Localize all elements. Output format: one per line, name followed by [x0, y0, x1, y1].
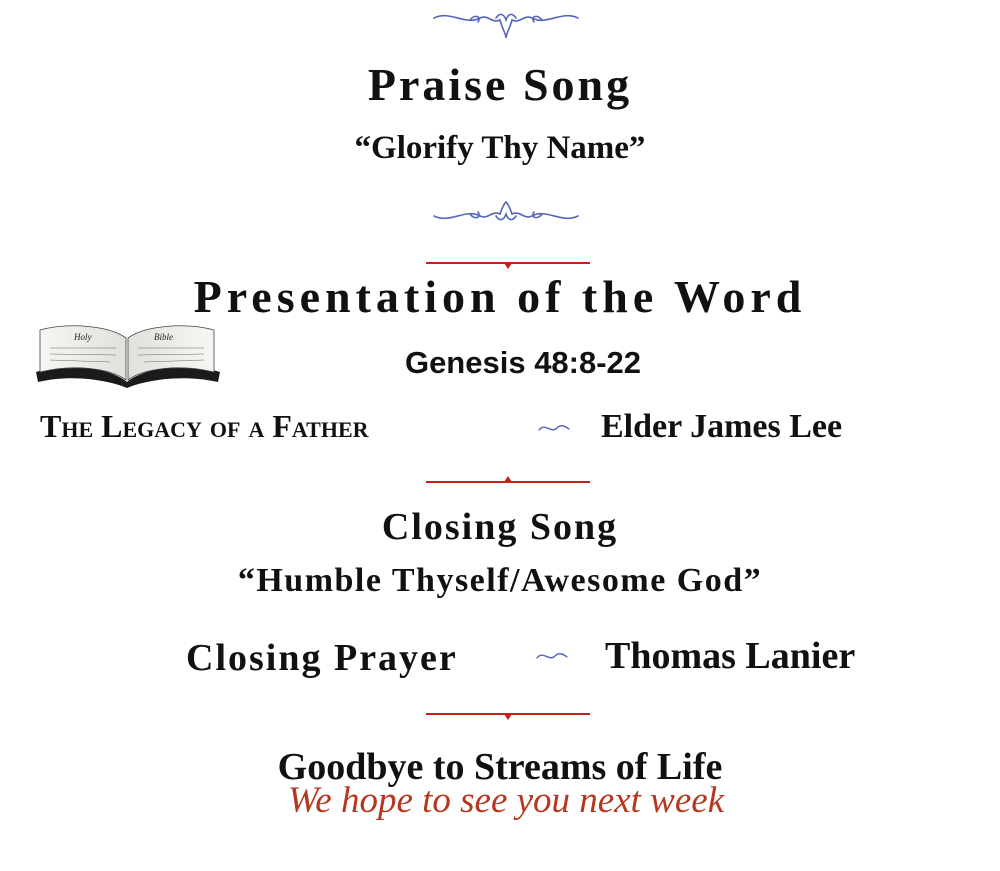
- praise-song-heading: Praise Song: [367, 59, 633, 110]
- closing-prayer-heading: Closing Prayer: [186, 637, 458, 679]
- section-divider: [426, 474, 590, 486]
- scripture-reference: Genesis 48:8-22: [404, 345, 642, 380]
- tilde-separator-icon: [537, 420, 571, 436]
- bible-left-heading: Holy: [74, 332, 92, 342]
- closing-prayer-leader: Thomas Lanier: [605, 635, 856, 677]
- farewell-line: Goodbye to Streams of Life: [277, 746, 723, 788]
- presentation-heading: Presentation of the Word: [193, 271, 807, 322]
- middle-flourish-ornament: [430, 200, 582, 230]
- tilde-separator-icon: [535, 648, 569, 664]
- bible-right-heading: Bible: [154, 332, 173, 342]
- farewell-subtitle: We hope to see you next week: [287, 780, 725, 821]
- closing-song-heading: Closing Song: [381, 506, 619, 548]
- top-flourish-ornament: [430, 8, 582, 42]
- section-divider: [426, 710, 590, 722]
- closing-song-title: “Humble Thyself/Awesome God”: [237, 562, 763, 599]
- praise-song-title: “Glorify Thy Name”: [354, 130, 646, 166]
- sermon-title: The Legacy of a Father: [40, 408, 369, 444]
- sermon-speaker: Elder James Lee: [601, 408, 843, 445]
